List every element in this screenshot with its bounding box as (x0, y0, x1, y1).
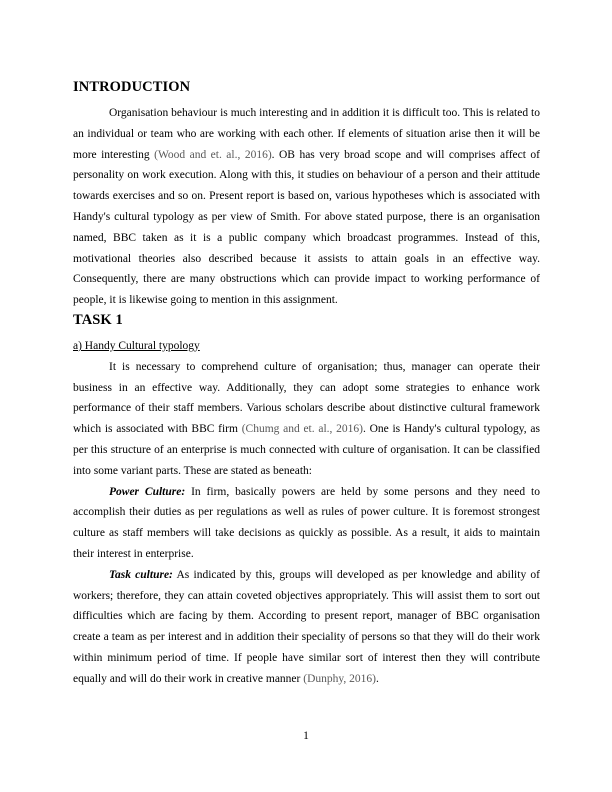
power-culture-text: In firm, basically powers are held by some persons and they need to accomplish their duties as per regulations as well as rules of power culture. It is foremost strongest culture as staff members will take decisions as quickly as possible. As a result, it aids to maintain their interest in enterprise. (73, 485, 540, 560)
power-culture-paragraph (73, 482, 540, 565)
task1-intro-text-1: It is necessary to comprehend culture of organisation; thus, manager can operate their business in an effective way. Additionally, they can adopt some strategies to enhance work performance of their staff members. Various scholars describe about distinctive cultural framework which is associated with BBC firm (73, 360, 540, 436)
task-culture-text: As indicated by this, groups will developed as per knowledge and ability of workers; therefore, they can attain coveted objectives appropriately. This will assist them to sort out difficulties which are facing by them. According to present report, manager of BBC organisation create a team as per interest and in addition their speciality of persons so that they will do their work within minimum period of time. If people have similar sort of interest then they will contribute equally and will do their work in creative manner (73, 568, 541, 685)
page-content (73, 78, 540, 690)
task-culture-citation: (Dunphy, 2016) (303, 672, 376, 685)
task1-intro-text-2: . One is Handy's cultural typology, as per this structure of an enterprise is much connected with culture of organisation. It can be classified into some variant parts. These are stated as beneath: (73, 423, 540, 477)
task1-paragraph-intro (73, 357, 540, 482)
task-culture-label: Task culture: (109, 568, 173, 581)
introduction-paragraph (73, 103, 540, 311)
task1-intro-citation: (Chumg and et. al., 2016) (241, 423, 363, 436)
introduction-citation: (Wood and et. al., 2016) (154, 148, 272, 161)
power-culture-label: Power Culture: (109, 485, 186, 498)
page-number: 1 (303, 730, 309, 742)
task-culture-paragraph (73, 565, 540, 690)
introduction-text-1: Organisation behaviour is much interesting and in addition it is difficult too. This is related to an individual or team who are working with each other. If elements of situation arise then it will be more interesting (73, 107, 540, 161)
task1-heading: TASK 1 (73, 311, 123, 328)
task-culture-end: . (375, 672, 379, 685)
introduction-heading: INTRODUCTION (73, 79, 191, 95)
task1-subheading: a) Handy Cultural typology (73, 339, 200, 352)
introduction-text-2: . OB has very broad scope and will comprises affect of personality on work execution. Along with this, it studies on behaviour of a person and their attitude towards exercises and so on. Present report is based on, various hypotheses which is associated with Handy's cultural typology as per view of Smith. For above stated purpose, there is an organisation named, BBC taken as it is a public company which broadcast programmes. Instead of this, motivational theories also described because it assists to attain goals in an effective way. Consequently, there are many obstructions which can provide impact to working performance of people, it is likewise going to mention in this assignment. (73, 148, 540, 307)
